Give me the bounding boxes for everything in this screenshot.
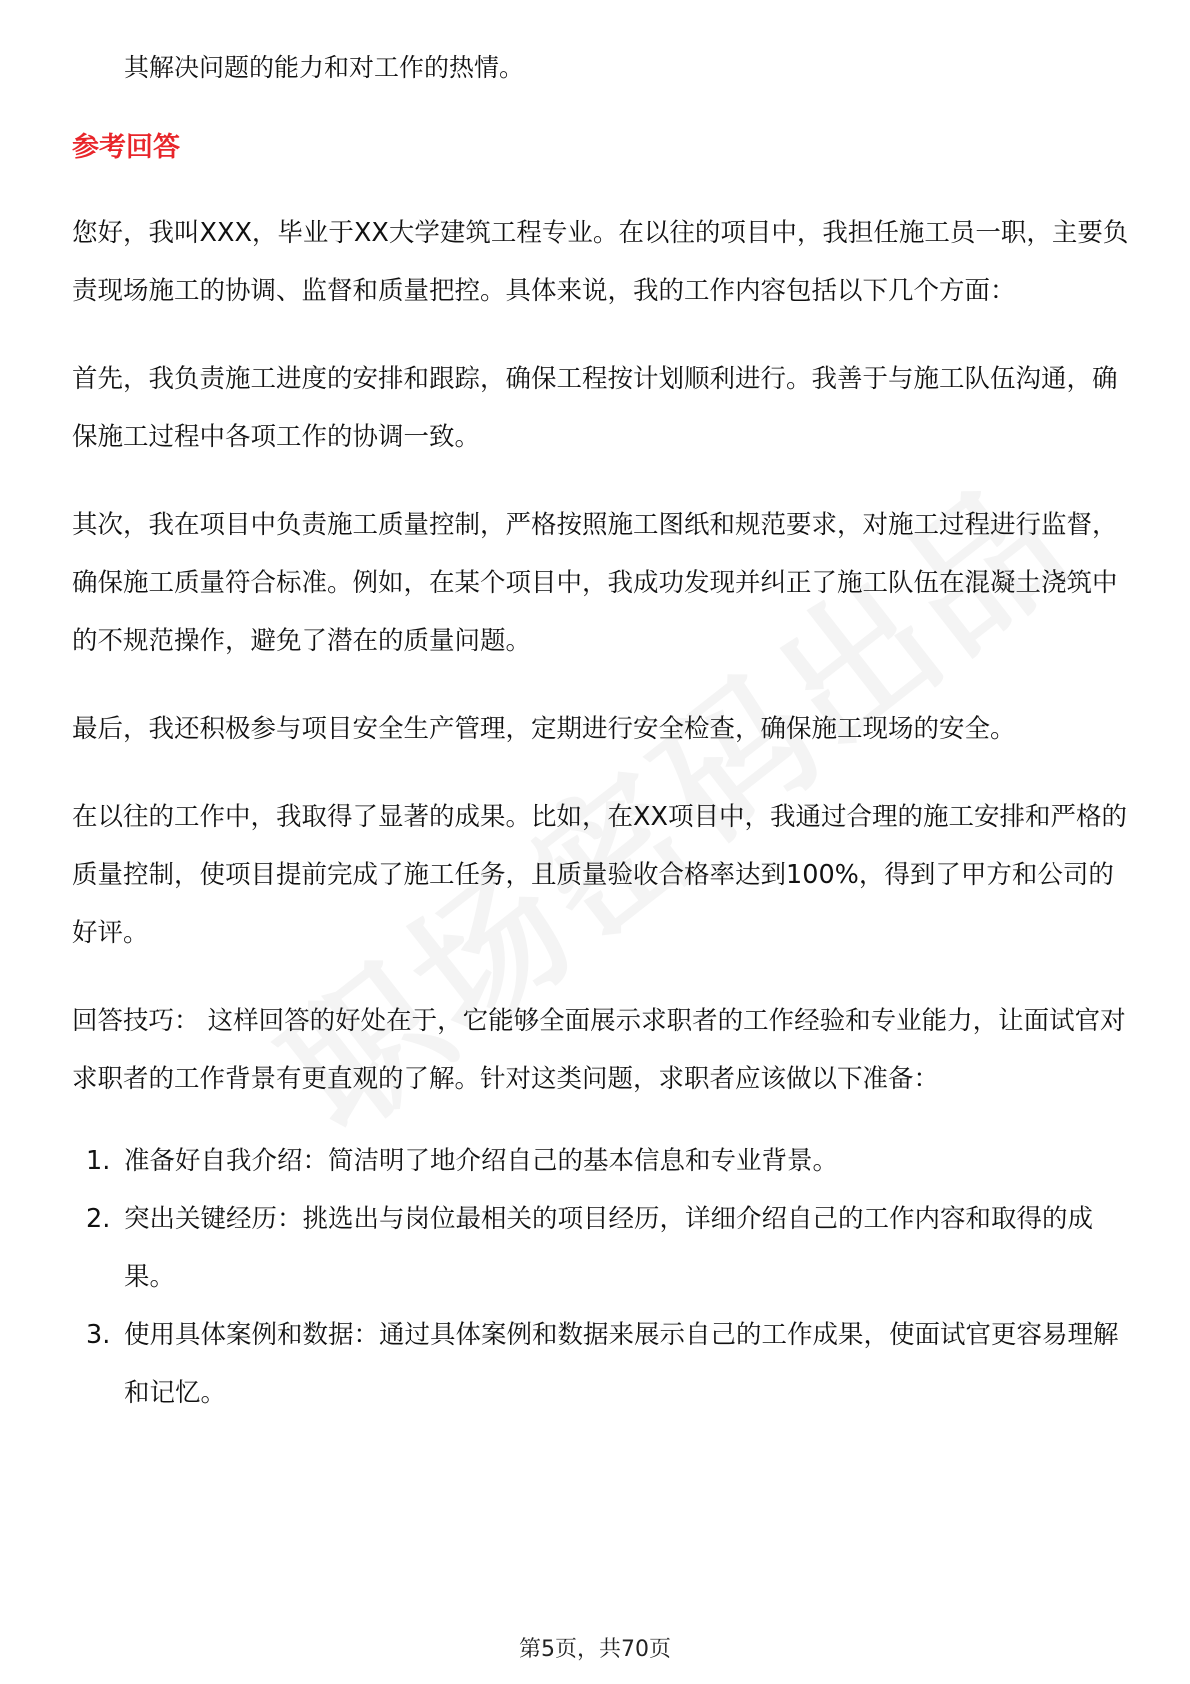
list-item-text: 使用具体案例和数据：通过具体案例和数据来展示自己的工作成果，使面试官更容易理解和记忆。: [124, 1320, 1119, 1408]
section-heading: 参考回答: [72, 132, 180, 163]
list-item: [72, 1190, 1132, 1306]
page-number: 第5页，共70页: [519, 1637, 671, 1662]
list-item-text: 突出关键经历：挑选出与岗位最相关的项目经历，详细介绍自己的工作内容和取得的成果。: [124, 1204, 1094, 1292]
paragraph-achievement: 在以往的工作中，我取得了显著的成果。比如，在XX项目中，我通过合理的施工安排和严格的质量控制，使项目提前完成了施工任务，且质量验收合格率达到100%，得到了甲方和公司的好评。: [72, 802, 1127, 948]
list-item-text: 准备好自我介绍：简洁明了地介绍自己的基本信息和专业背景。: [124, 1146, 839, 1176]
list-item: [72, 1132, 1132, 1190]
page-content: [72, 48, 1132, 1422]
list-item-number: 3.: [86, 1320, 111, 1350]
paragraph-tips: 回答技巧： 这样回答的好处在于，它能够全面展示求职者的工作经验和专业能力，让面试官对求职者的工作背景有更直观的了解。针对这类问题，求职者应该做以下准备：: [72, 1006, 1126, 1094]
continued-text: 其解决问题的能力和对工作的热情。: [124, 53, 525, 82]
list-item: [72, 1306, 1132, 1422]
paragraph-intro: 您好，我叫XXX，毕业于XX大学建筑工程专业。在以往的项目中，我担任施工员一职，主要负责现场施工的协调、监督和质量把控。具体来说，我的工作内容包括以下几个方面：: [72, 218, 1129, 306]
paragraph-second: 其次，我在项目中负责施工质量控制，严格按照施工图纸和规范要求，对施工过程进行监督，确保施工质量符合标准。例如，在某个项目中，我成功发现并纠正了施工队伍在混凝土浇筑中的不规范操作，避免了潜在的质量问题。: [72, 510, 1118, 656]
paragraph-first: 首先，我负责施工进度的安排和跟踪，确保工程按计划顺利进行。我善于与施工队伍沟通，确保施工过程中各项工作的协调一致。: [72, 364, 1118, 452]
list-item-number: 1.: [86, 1146, 111, 1176]
paragraph-last: 最后，我还积极参与项目安全生产管理，定期进行安全检查，确保施工现场的安全。: [72, 714, 1016, 744]
tips-list: [72, 1132, 1132, 1422]
list-item-number: 2.: [86, 1204, 111, 1234]
